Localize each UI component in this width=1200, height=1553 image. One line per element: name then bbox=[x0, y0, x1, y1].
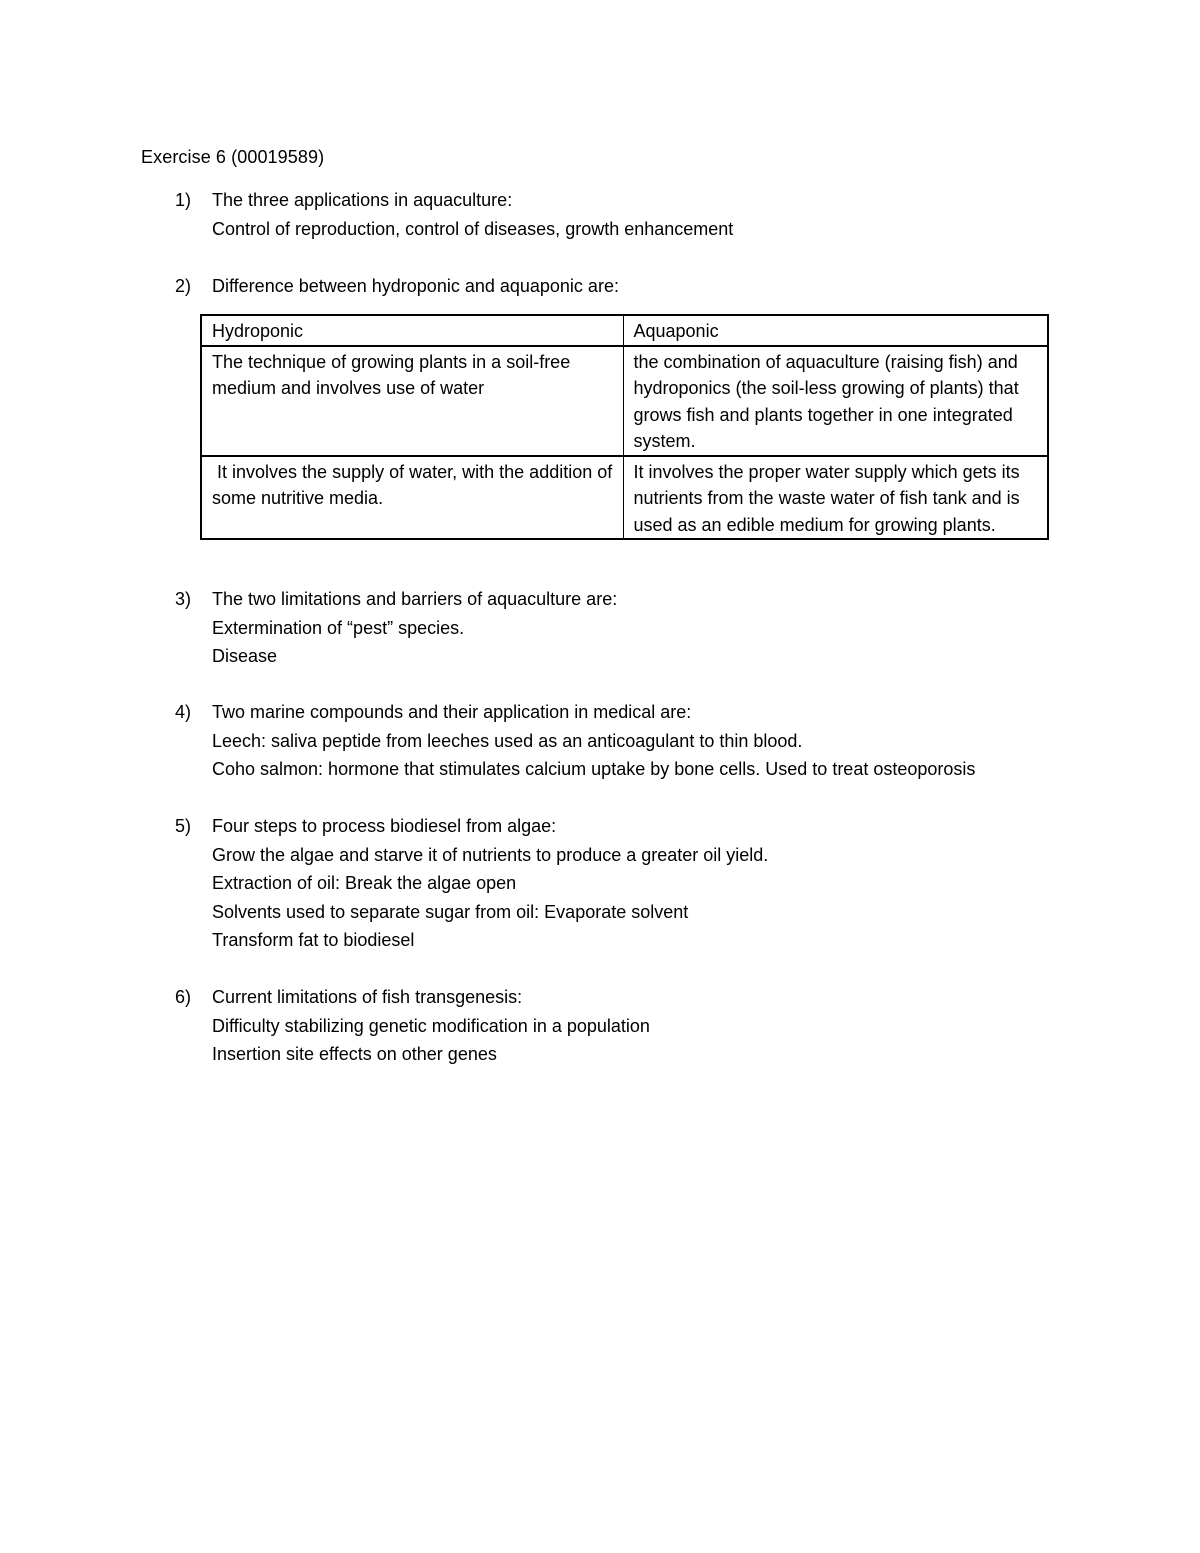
answer-line: Solvents used to separate sugar from oil: Evaporate solvent bbox=[212, 901, 689, 922]
question-prompt: Two marine compounds and their application in medical are: bbox=[212, 702, 692, 722]
question-number: 3) bbox=[175, 589, 192, 609]
question-number: 6) bbox=[175, 987, 192, 1007]
answer-line: Coho salmon: hormone that stimulates calcium uptake by bone cells. Used to treat osteoporosis bbox=[212, 759, 976, 779]
question-body bbox=[212, 186, 1092, 243]
table-header-aquaponic: Aquaponic bbox=[623, 315, 1048, 346]
answer-line: Extermination of “pest” species. bbox=[212, 617, 465, 638]
table-header-row bbox=[201, 315, 1048, 346]
question-prompt: The three applications in aquaculture: bbox=[212, 190, 513, 210]
question-body bbox=[212, 812, 1092, 955]
question-prompt: Difference between hydroponic and aquaponic are: bbox=[212, 276, 619, 296]
document-title: Exercise 6 (00019589) bbox=[141, 147, 325, 167]
answer-line: Grow the algae and starve it of nutrients to produce a greater oil yield. bbox=[212, 844, 769, 865]
question-body bbox=[212, 272, 1092, 301]
question-body bbox=[212, 983, 1092, 1069]
answer-line: Disease bbox=[212, 646, 278, 666]
answer-line: Difficulty stabilizing genetic modification in a population bbox=[212, 1015, 650, 1036]
question-prompt: Current limitations of fish transgenesis: bbox=[212, 987, 523, 1007]
question-number: 2) bbox=[175, 276, 192, 296]
answer-line: Transform fat to biodiesel bbox=[212, 930, 415, 950]
table-cell: The technique of growing plants in a soil-free medium and involves use of water bbox=[201, 346, 623, 456]
answer-line: Leech: saliva peptide from leeches used as an anticoagulant to thin blood. bbox=[212, 730, 803, 751]
question-body bbox=[212, 585, 1092, 671]
table-header-hydroponic: Hydroponic bbox=[201, 315, 623, 346]
question-number: 5) bbox=[175, 816, 192, 836]
answer-line: Insertion site effects on other genes bbox=[212, 1044, 497, 1064]
table-row bbox=[201, 346, 1048, 456]
question-prompt: Four steps to process biodiesel from algae: bbox=[212, 816, 557, 836]
question-number: 1) bbox=[175, 190, 192, 210]
table-row bbox=[201, 456, 1048, 540]
table-cell: It involves the supply of water, with the addition of some nutritive media. bbox=[201, 456, 623, 540]
question-body bbox=[212, 698, 1092, 784]
table-cell: It involves the proper water supply which gets its nutrients from the waste water of fish tank and is used as an edible medium for growing plants. bbox=[623, 456, 1048, 540]
comparison-table bbox=[200, 314, 1049, 540]
answer-line: Control of reproduction, control of diseases, growth enhancement bbox=[212, 218, 734, 239]
answer-line: Extraction of oil: Break the algae open bbox=[212, 873, 517, 893]
table-cell: the combination of aquaculture (raising fish) and hydroponics (the soil-less growing of plants) that grows fish and plants together in one integrated system. bbox=[623, 346, 1048, 456]
question-prompt: The two limitations and barriers of aquaculture are: bbox=[212, 589, 618, 609]
question-number: 4) bbox=[175, 702, 192, 722]
